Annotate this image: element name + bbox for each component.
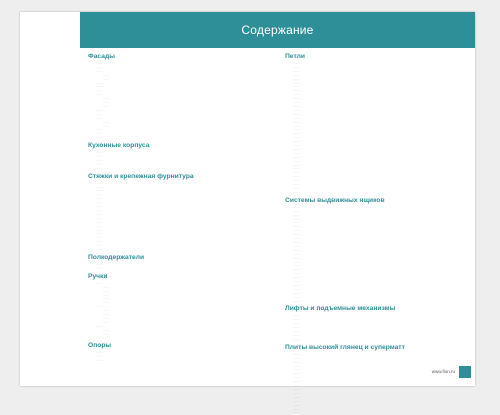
toc-entry-leader: ....... — [96, 61, 104, 65]
toc-entry-leader: ....... — [96, 68, 104, 73]
toc-entry-leader: ....... — [293, 398, 301, 403]
toc-section — [88, 53, 273, 140]
toc-entry-leader: ....... — [96, 188, 104, 193]
toc-entry-leader: ....... — [103, 312, 111, 317]
toc-entry-leader: ....... — [96, 196, 104, 201]
toc-entry-leader: ....... — [293, 178, 301, 183]
toc-entry-leader: ....... — [103, 103, 111, 108]
toc-entry-list — [285, 62, 470, 195]
toc-entry-leader: ....... — [293, 204, 301, 209]
toc-entry-leader: ....... — [96, 107, 104, 112]
page-footer — [80, 360, 475, 386]
toc-entry-leader: ....... — [96, 304, 104, 309]
toc-entry-leader: ....... — [293, 150, 301, 155]
page-header — [80, 12, 475, 48]
toc-entry-leader: ....... — [293, 243, 301, 248]
toc-entry-leader: ....... — [96, 115, 104, 120]
toc-entry-leader: ....... — [96, 200, 104, 205]
toc-section — [88, 173, 273, 252]
toc-section-title: Стяжки и крепежная фурнитура — [88, 172, 194, 180]
toc-entry-leader: ....... — [293, 367, 301, 372]
toc-entry-leader: ....... — [103, 315, 111, 320]
toc-section-title: Лифты и подъемные механизмы — [285, 305, 396, 313]
toc-entry-leader: ....... — [96, 184, 104, 189]
toc-entry-leader: ....... — [293, 286, 301, 291]
toc-entry-leader: ....... — [293, 84, 301, 89]
toc-entry-leader: ....... — [293, 131, 301, 136]
toc-entry-leader: ....... — [293, 182, 301, 187]
toc-entry-leader: ....... — [293, 111, 301, 116]
toc-entry-leader: ....... — [293, 386, 301, 391]
toc-left-column — [88, 52, 273, 363]
toc-entry-leader: ....... — [293, 220, 301, 225]
toc-section — [88, 142, 273, 171]
toc-entry-leader: ....... — [96, 84, 104, 89]
toc-entry-leader: ....... — [293, 96, 301, 101]
toc-entry-leader: ....... — [96, 150, 104, 155]
toc-entry-leader: ....... — [293, 88, 301, 93]
toc-entry-leader: ....... — [96, 180, 104, 185]
toc-entry-leader: ....... — [293, 325, 301, 330]
toc-section — [285, 53, 470, 195]
toc-entry-leader: ....... — [293, 290, 301, 295]
toc-entry-leader: ....... — [96, 280, 104, 285]
toc-entry-leader: ....... — [293, 162, 301, 167]
toc-entry-leader: ....... — [293, 406, 301, 411]
footer-url[interactable]: www.fion.ru — [431, 369, 455, 374]
toc-section-title: Опоры — [88, 342, 112, 350]
toc-entry-leader: ....... — [96, 92, 104, 97]
toc-entry-leader: ....... — [293, 158, 301, 163]
toc-entry-leader: ....... — [96, 215, 104, 220]
toc-entry-leader: ....... — [96, 354, 104, 359]
toc-entry-leader: ....... — [293, 189, 301, 194]
toc-entry[interactable] — [285, 191, 470, 195]
toc-entry-leader: ....... — [103, 284, 111, 289]
toc-entry-leader: ....... — [293, 251, 301, 256]
toc-entry-leader: ....... — [293, 336, 301, 341]
toc-entry-leader: ....... — [293, 351, 301, 356]
toc-entry-leader: ....... — [293, 107, 301, 112]
toc-entry-leader: ....... — [103, 319, 111, 324]
toc-section — [285, 197, 470, 304]
toc-section-title: Системы выдвижных ящиков — [285, 196, 385, 204]
toc-entry-leader: ....... — [103, 96, 111, 101]
toc-entry-leader: ....... — [293, 232, 301, 237]
toc-entry-leader: ....... — [293, 379, 301, 384]
toc-entry-leader: ....... — [96, 157, 104, 162]
toc-entry-leader: ....... — [96, 154, 104, 159]
toc-entry-leader: ....... — [96, 131, 104, 136]
toc-entry-leader: ....... — [96, 80, 104, 85]
toc-entry-leader: ....... — [293, 271, 301, 276]
toc-entry-leader: ....... — [293, 115, 301, 120]
toc-entry-leader: ....... — [293, 247, 301, 252]
toc-entry-leader: ....... — [293, 123, 301, 128]
toc-entry-leader: ....... — [96, 223, 104, 228]
toc-entry-leader: ....... — [96, 211, 104, 216]
toc-entry-leader: ....... — [293, 363, 301, 368]
toc-entry-leader: ....... — [103, 100, 111, 105]
toc-section — [285, 305, 470, 341]
toc-entry-leader: ....... — [293, 186, 301, 190]
toc-entry-list — [88, 282, 273, 341]
toc-entry-leader: ....... — [293, 212, 301, 217]
toc-entry-leader: ....... — [293, 68, 301, 73]
toc-entry-leader: ....... — [96, 165, 104, 170]
toc-entry-leader: ....... — [293, 333, 301, 337]
toc-entry[interactable] — [285, 411, 470, 415]
toc-entry-leader: ....... — [103, 119, 111, 124]
toc-entry-leader: ....... — [293, 259, 301, 264]
toc-entry-leader: ....... — [96, 88, 104, 93]
toc-entry[interactable] — [285, 300, 470, 304]
toc-entry[interactable] — [88, 248, 273, 252]
toc-entry-leader: ....... — [96, 335, 104, 340]
toc-entry[interactable] — [285, 338, 470, 342]
toc-entry-leader: ....... — [96, 265, 104, 270]
toc-entry-leader: ....... — [96, 64, 104, 69]
toc-entry-leader: ....... — [293, 61, 301, 65]
toc-entry-leader: ....... — [293, 390, 301, 395]
toc-section-title: Плиты высокий глянец и суперматт — [285, 343, 405, 351]
toc-entry-leader: ....... — [293, 224, 301, 229]
toc-entry-leader: ....... — [293, 76, 301, 81]
toc-entry-leader: ....... — [293, 166, 301, 171]
toc-entry-leader: ....... — [96, 261, 104, 266]
toc-section-title: Ручки — [88, 272, 108, 280]
toc-entry-list — [285, 206, 470, 304]
toc-entry-leader: ....... — [293, 80, 301, 85]
toc-entry-leader: ....... — [293, 294, 301, 299]
toc-entry-leader: ....... — [96, 323, 104, 328]
toc-entry-leader: ....... — [96, 243, 104, 248]
toc-entry-leader: ....... — [96, 204, 104, 209]
toc-entry-leader: ....... — [103, 76, 111, 81]
toc-entry-leader: ....... — [293, 329, 301, 334]
toc-entry-list — [88, 182, 273, 252]
toc-entry-leader: ....... — [96, 247, 104, 252]
toc-entry-leader: ....... — [293, 64, 301, 69]
toc-entry-leader: ....... — [293, 236, 301, 241]
toc-entry-leader: ....... — [96, 127, 104, 132]
toc-entry-leader: ....... — [103, 288, 111, 293]
toc-entry-leader: ....... — [103, 308, 111, 313]
catalog-page — [20, 12, 475, 415]
toc-entry-leader: ....... — [293, 355, 301, 360]
toc-entry-leader: ....... — [293, 410, 301, 415]
toc-entry-leader: ....... — [103, 296, 111, 301]
toc-entry-leader: ....... — [293, 383, 301, 388]
toc-entry[interactable] — [88, 267, 273, 271]
toc-entry[interactable] — [88, 136, 273, 140]
toc-entry-leader: ....... — [293, 135, 301, 140]
toc-entry-leader: ....... — [293, 146, 301, 151]
toc-entry-leader: ....... — [293, 92, 301, 97]
toc-entry-leader: ....... — [103, 123, 111, 128]
toc-entry-leader: ....... — [293, 239, 301, 244]
toc-entry-leader: ....... — [293, 394, 301, 399]
toc-entry-leader: ....... — [293, 313, 301, 318]
toc-entry-leader: ....... — [293, 321, 301, 326]
toc-entry[interactable] — [88, 336, 273, 340]
toc-entry-leader: ....... — [293, 139, 301, 144]
toc-entry-leader: ....... — [293, 170, 301, 175]
toc-section — [88, 254, 273, 271]
toc-entry-leader: ....... — [293, 119, 301, 124]
toc-entry-leader: ....... — [96, 227, 104, 232]
toc-entry-leader: ....... — [293, 263, 301, 268]
toc-entry-leader: ....... — [103, 331, 111, 336]
toc-entry-leader: ....... — [96, 161, 104, 166]
toc-entry-leader: ....... — [96, 350, 104, 355]
toc-entry-leader: ....... — [293, 216, 301, 221]
toc-entry-list — [88, 151, 273, 171]
toc-entry-leader: ....... — [293, 275, 301, 280]
toc-section-title: Фасады — [88, 53, 115, 60]
toc-section-title: Полкодержатели — [88, 253, 145, 261]
toc-entry-leader: ....... — [293, 317, 301, 322]
toc-entry-leader: ....... — [103, 327, 111, 332]
toc-entry-leader: ....... — [293, 154, 301, 159]
toc-entry-leader: ....... — [293, 279, 301, 284]
toc-entry-leader: ....... — [293, 143, 301, 148]
toc-entry-leader: ....... — [293, 103, 301, 108]
toc-entry-leader: ....... — [293, 267, 301, 272]
toc-entry-leader: ....... — [293, 228, 301, 233]
toc-entry-leader: ....... — [293, 100, 301, 105]
toc-entry-leader: ....... — [96, 111, 104, 116]
toc-entry-leader: ....... — [293, 255, 301, 260]
toc-entry-leader: ....... — [293, 402, 301, 407]
toc-entry-leader: ....... — [293, 371, 301, 376]
toc-section — [88, 273, 273, 341]
toc-entry-leader: ....... — [96, 231, 104, 236]
toc-entry-leader: ....... — [103, 72, 111, 77]
toc-entry-list — [285, 314, 470, 341]
toc-entry-leader: ....... — [293, 174, 301, 179]
toc-entry-leader: ....... — [96, 135, 104, 140]
toc-entry-leader: ....... — [103, 292, 111, 297]
toc-entry-leader: ....... — [293, 72, 301, 77]
toc-entry-list — [88, 62, 273, 140]
toc-entry-leader: ....... — [293, 359, 301, 364]
toc-entry-leader: ....... — [293, 127, 301, 132]
toc-entry-leader: ....... — [96, 239, 104, 244]
toc-entry-leader: ....... — [96, 192, 104, 197]
toc-entry[interactable] — [88, 167, 273, 171]
page-title: Содержание — [241, 23, 314, 37]
page-number-badge — [459, 366, 471, 378]
toc-section-title: Петли — [285, 53, 305, 60]
toc-entry-leader: ....... — [96, 358, 104, 363]
toc-entry-leader: ....... — [293, 208, 301, 213]
toc-entry-leader: ....... — [293, 282, 301, 287]
toc-entry-leader: ....... — [96, 208, 104, 212]
toc-entry-leader: ....... — [96, 235, 104, 240]
toc-entry-leader: ....... — [103, 300, 111, 305]
toc-entry-leader: ....... — [96, 219, 104, 224]
toc-entry-list — [88, 263, 273, 271]
toc-entry-leader: ....... — [293, 298, 301, 303]
toc-section-title: Кухонные корпуса — [88, 142, 150, 150]
toc-entry-leader: ....... — [293, 375, 301, 380]
